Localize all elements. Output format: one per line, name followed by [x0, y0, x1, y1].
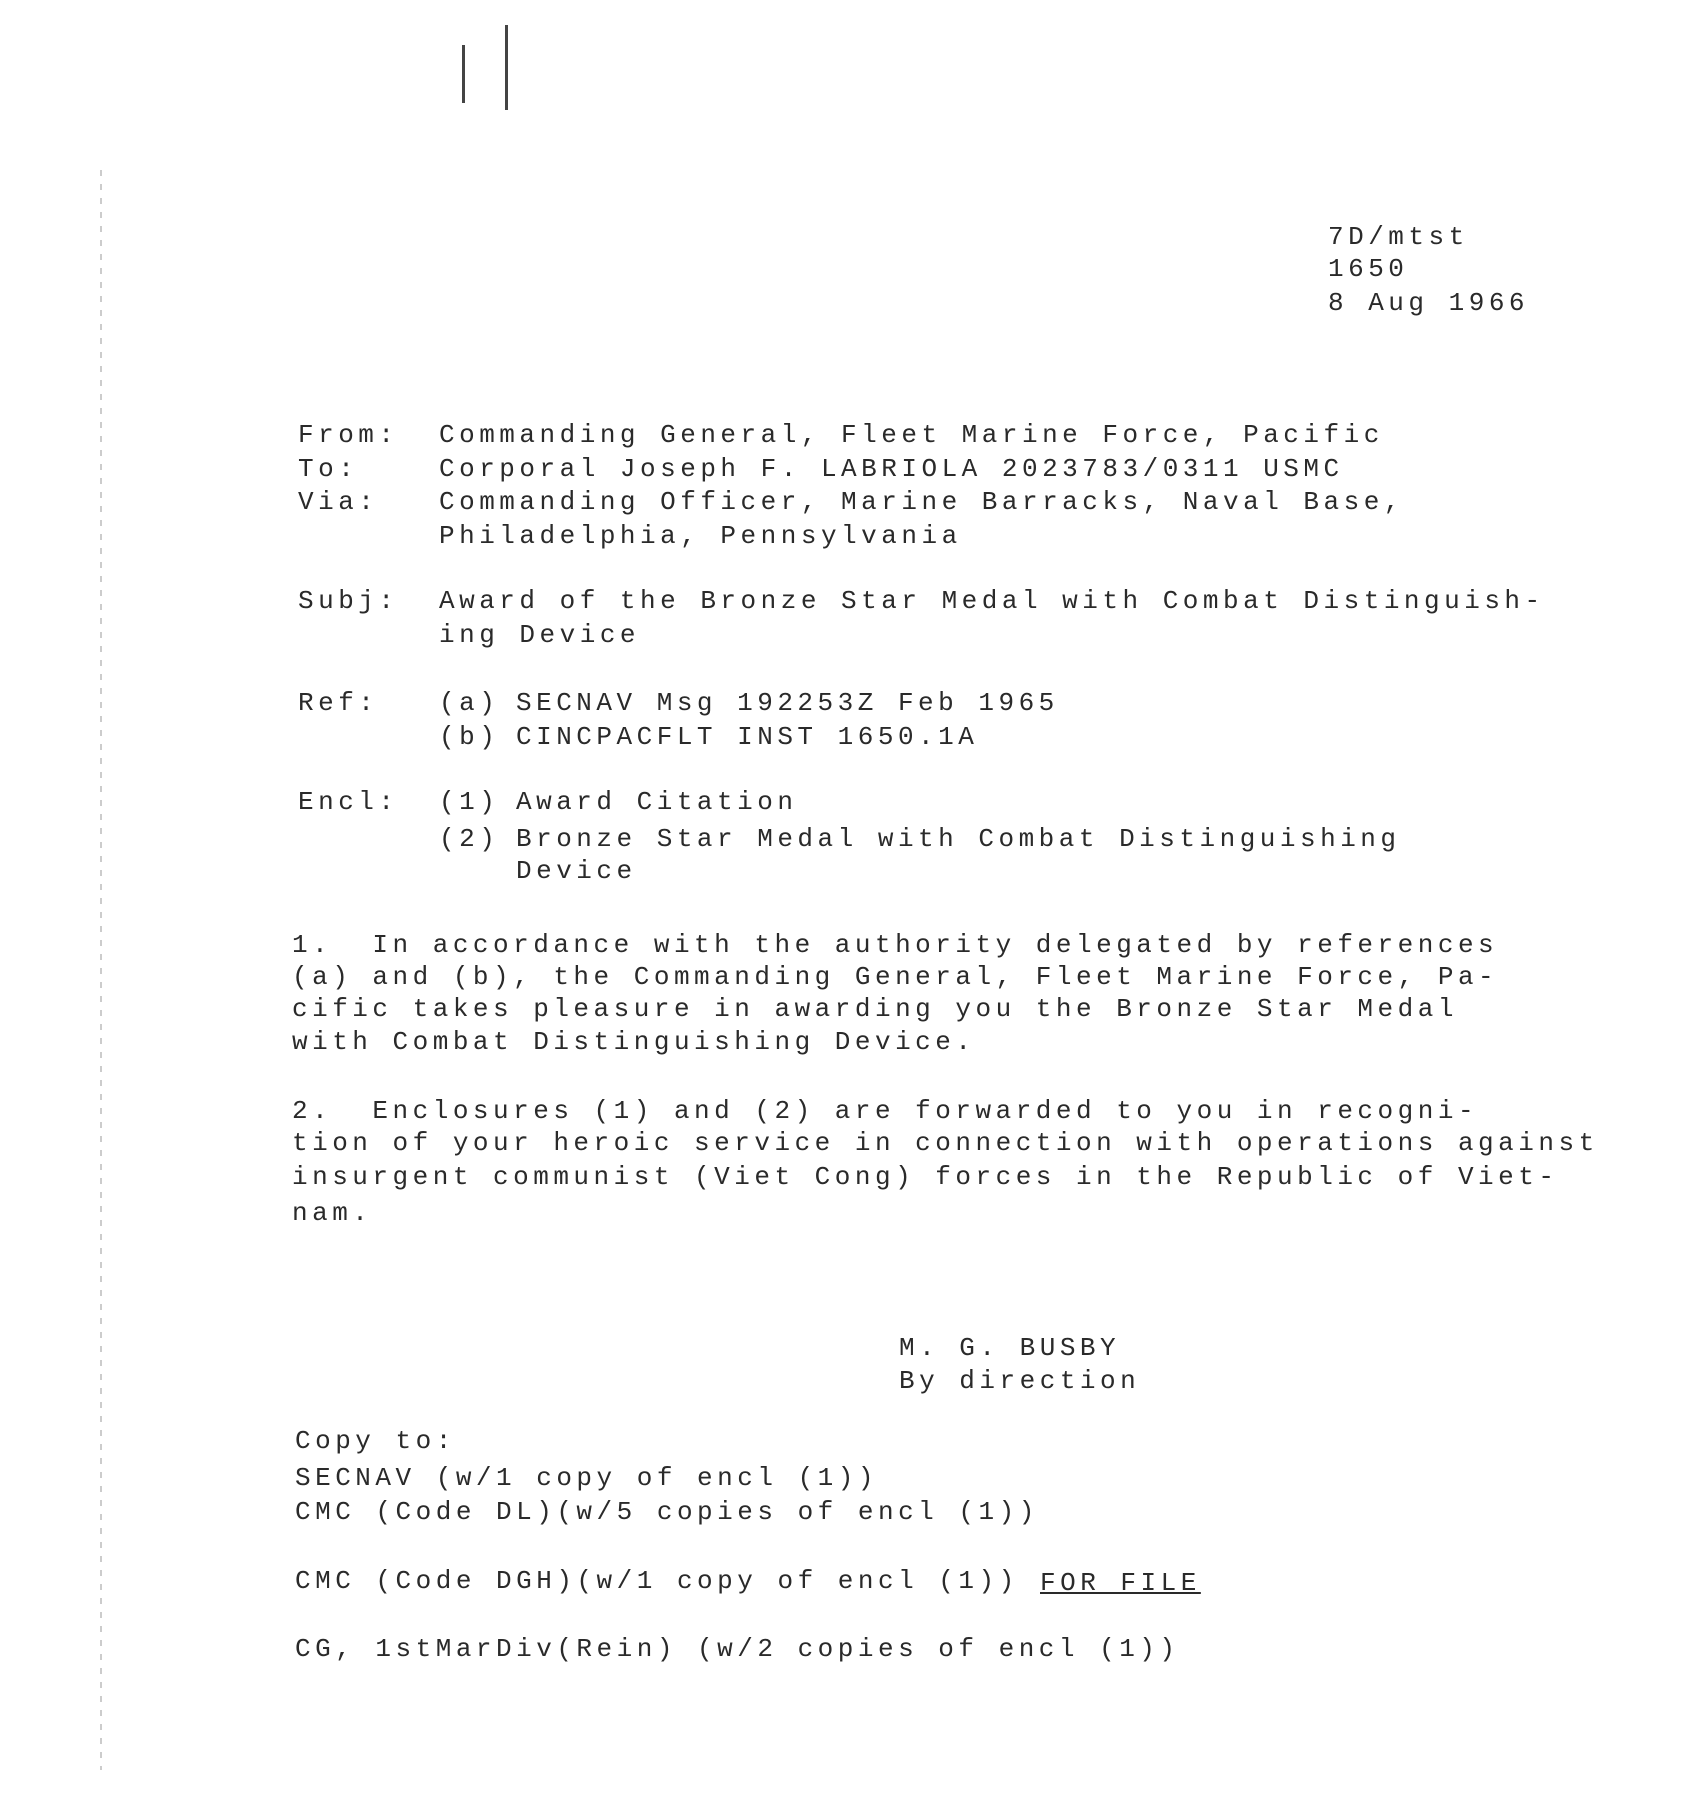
- copy-to-line: CG, 1stMarDiv(Rein) (w/2 copies of encl (1)): [295, 1634, 1180, 1664]
- encl-text-cont: Device: [516, 856, 637, 886]
- paragraph-line: nam.: [292, 1198, 373, 1228]
- ref-text: SECNAV Msg 192253Z Feb 1965: [516, 688, 1059, 718]
- encl-key: (1): [439, 787, 500, 817]
- ref-text: CINCPACFLT INST 1650.1A: [516, 722, 979, 752]
- paragraph-line: cific takes pleasure in awarding you the Bronze Star Medal: [292, 994, 1458, 1024]
- for-file-note: FOR FILE: [1040, 1568, 1201, 1598]
- punch-mark: [462, 45, 465, 103]
- ssic: 1650: [1328, 254, 1409, 284]
- to-label: To:: [298, 454, 359, 484]
- via-label: Via:: [298, 487, 379, 517]
- encl-text: Bronze Star Medal with Combat Distinguishing: [516, 824, 1401, 854]
- paragraph-line: tion of your heroic service in connection with operations against: [292, 1128, 1599, 1158]
- from-value: Commanding General, Fleet Marine Force, Pacific: [439, 420, 1384, 450]
- paragraph-line: (a) and (b), the Commanding General, Fleet Marine Force, Pa-: [292, 962, 1499, 992]
- subject-line: Award of the Bronze Star Medal with Combat Distinguish-: [439, 586, 1545, 616]
- date: 8 Aug 1966: [1328, 288, 1530, 318]
- encl-label: Encl:: [298, 787, 399, 817]
- signer-name: M. G. BUSBY: [899, 1333, 1121, 1363]
- signer-title: By direction: [899, 1366, 1141, 1396]
- punch-mark: [505, 25, 508, 110]
- ref-code: 7D/mtst: [1328, 222, 1469, 252]
- paragraph-line: 1. In accordance with the authority delegated by references: [292, 930, 1499, 960]
- from-label: From:: [298, 420, 399, 450]
- encl-text: Award Citation: [516, 787, 798, 817]
- paragraph-line: 2. Enclosures (1) and (2) are forwarded to you in recogni-: [292, 1096, 1479, 1126]
- via-value: Commanding Officer, Marine Barracks, Naval Base,: [439, 487, 1404, 517]
- via-value-cont: Philadelphia, Pennsylvania: [439, 521, 962, 551]
- copy-to-label: Copy to:: [295, 1426, 456, 1456]
- subject-label: Subj:: [298, 586, 399, 616]
- ref-key: (a): [439, 688, 500, 718]
- to-value: Corporal Joseph F. LABRIOLA 2023783/0311 USMC: [439, 454, 1344, 484]
- scan-edge: [100, 170, 102, 1770]
- copy-to-line: SECNAV (w/1 copy of encl (1)): [295, 1463, 878, 1493]
- encl-key: (2): [439, 824, 500, 854]
- subject-line: ing Device: [439, 620, 641, 650]
- paragraph-line: insurgent communist (Viet Cong) forces in the Republic of Viet-: [292, 1162, 1559, 1192]
- ref-label: Ref:: [298, 688, 379, 718]
- ref-key: (b): [439, 722, 500, 752]
- copy-to-line: CMC (Code DL)(w/5 copies of encl (1)): [295, 1497, 1039, 1527]
- paragraph-line: with Combat Distinguishing Device.: [292, 1027, 976, 1057]
- copy-to-line: CMC (Code DGH)(w/1 copy of encl (1)): [295, 1566, 1019, 1596]
